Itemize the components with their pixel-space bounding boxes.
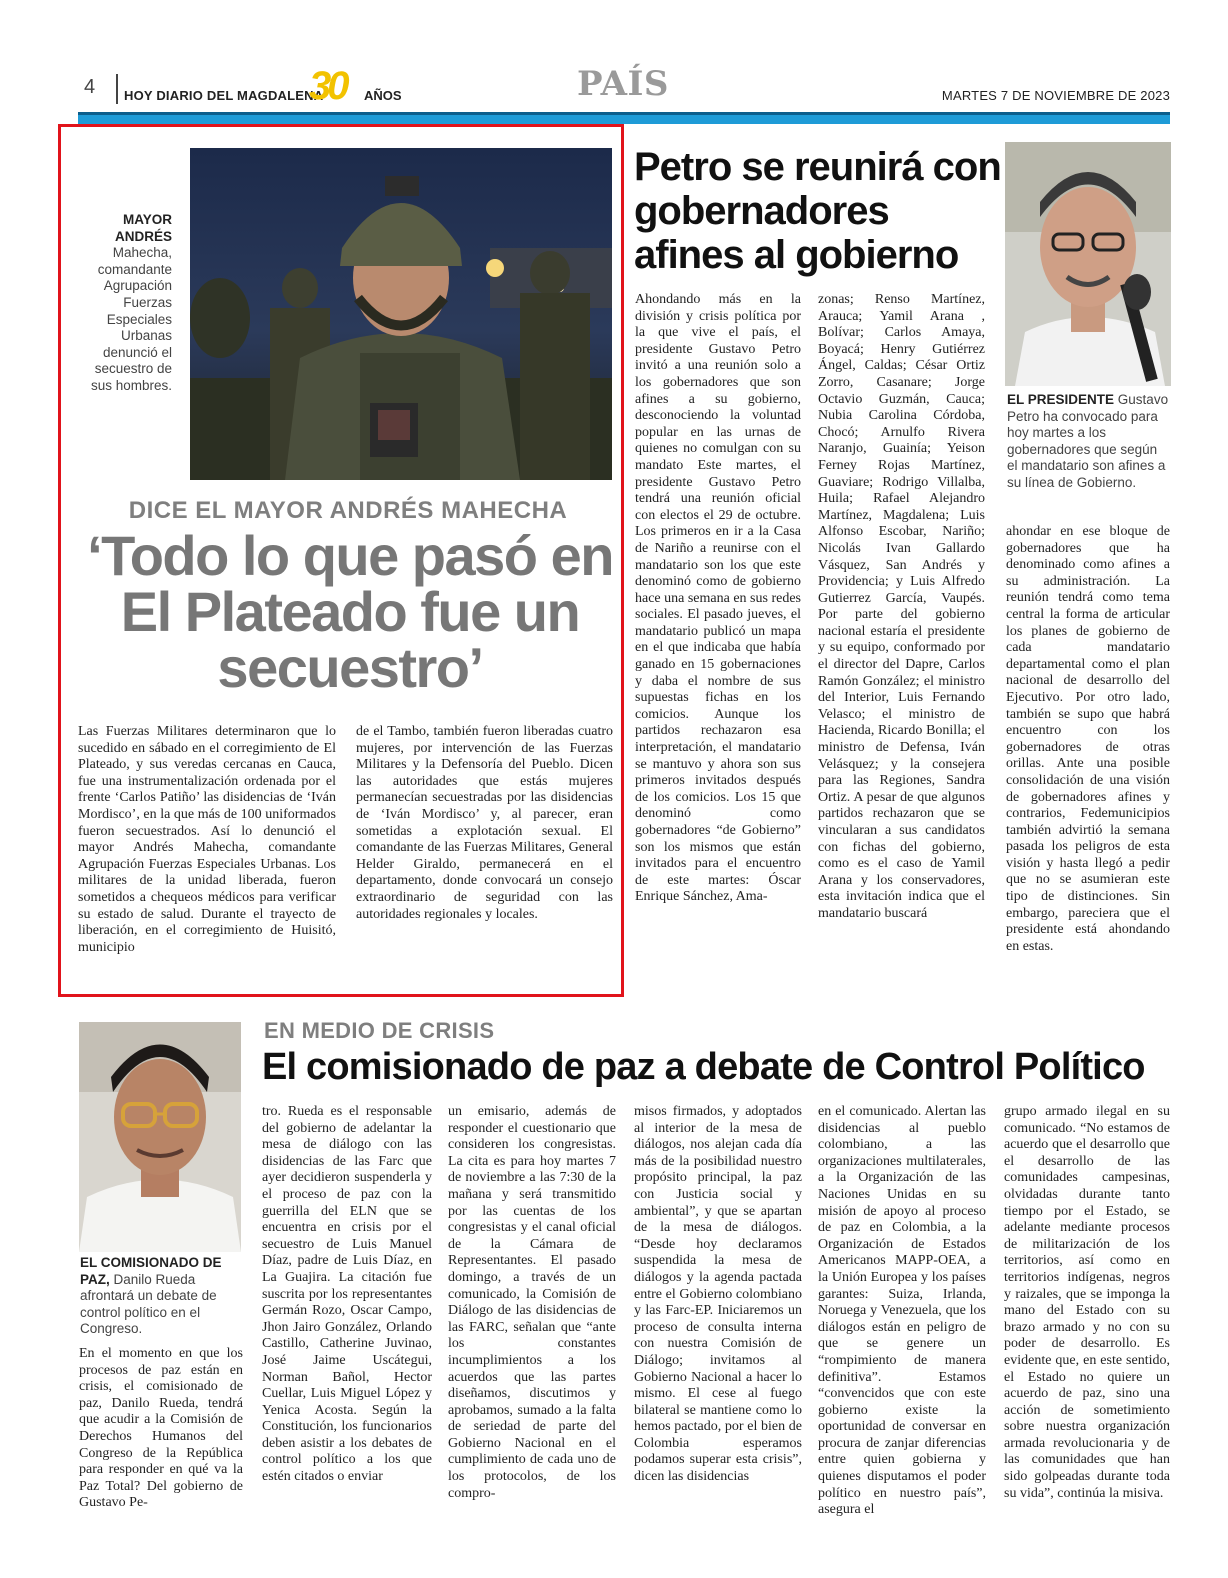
commissioner-photo [79, 1022, 241, 1252]
section-title: PAÍS [577, 64, 669, 104]
president-photo [1005, 142, 1171, 386]
article-column: un emisario, además de responder el cuestionario que consideren los congresistas. La cita es para hoy martes 7 de noviembre a las 7:30 de la mañana y será transmitido por las cuentas de los congresistas y el canal oficial de la Cámara de Representantes. El pasado domingo, a través de un comunicado, la Comisión de Diálogo de las disidencias de las FARC, señalan que “ante los constantes incumplimientos a los acuerdos que las partes diseñamos, discutimos y aprobamos, sumado a la falta de seriedad de parte del Gobierno Nacional en el cumplimiento de cada uno de los protocolos, de los compro- [448, 1104, 616, 1501]
newspaper-name: HOY DIARIO DEL MAGDALENA [124, 88, 324, 103]
article-headline: ‘Todo lo que pasó en El Plateado fue un secuestro’ [87, 524, 613, 699]
article-column: de el Tambo, también fueron liberadas cuatro mujeres, por intervención de las Fuerzas Militares y la Defensoría del Pueblo. Dicen las autoridades que estás mujeres permanecían secuestradas por las disidencias de ‘Iván Mordisco’ y, al parecer, eran sometidas a explotación sexual. El comandante de las Fuerzas Militares, General Helder Giraldo, permanecerá en el departamento, donde convocará un consejo extraordinario de seguridad con las autoridades regionales y locales. [356, 724, 613, 922]
caption-lead: MAYOR ANDRÉS [114, 212, 172, 244]
article-headline: El comisionado de paz a debate de Control Político [262, 1046, 1145, 1088]
header-bar [78, 112, 1170, 124]
article-column: tro. Rueda es el responsable del gobierno de adelantar la mesa de diálogo con las disidencias de las Farc que ayer decidieron suspenderla y el proceso de paz con la guerrilla del ELN que se encuentra en crisis por el secuestro de Luis Manuel Díaz, padre de Luis Díaz, en La Guajira. La citación fue suscrita por los representantes Germán Rozo, Oscar Campo, Jhon Jairo González, Orlando Castillo, Catherine Juvinao, José Jaime Uscátegui, Norman Bañol, Hector Cuellar, Luis Miguel López y Yenica Acosta. Según la Constitución, los funcionarios deben asistir a los debates de control político a los que estén citados o enviar [262, 1104, 432, 1485]
photo-caption [80, 1255, 246, 1338]
page-number: 4 [84, 76, 96, 98]
caption-text: Danilo Rueda afrontará un debate de control político en el Congreso. [80, 1271, 217, 1337]
anniversary-word: AÑOS [364, 88, 402, 103]
article-column: Ahondando más en la división y crisis política por la que vive el país, el presidente Gustavo Petro invitó a una reunión solo a los gobernadores que son afines a su gobierno, desconociendo la voluntad popular en las urnas de quienes no comulgan con su mandato Este martes, el presidente Gustavo Petro tendrá una reunión oficial con electos el 29 de octubre. Los primeros en ir a la Casa de Nariño a reunirse con el mandatario son los que este denominó como de gobierno hace una semana en sus redes sociales. El pasado jueves, el mandatario publicó un mapa en el que indicaba que había ganado en 15 gobernaciones y daba el nombre de sus supuestas fichas en los comicios. Aunque los partidos rechazaron esa interpretación, el mandatario se mantuvo y ahora son sus primeros invitados después de los comicios. Los 15 que denominó como gobernadores “de Gobierno” son los mismos que están invitados para el encuentro de este martes: Óscar Enrique Sánchez, Ama- [635, 292, 801, 905]
article-column: Las Fuerzas Militares determinaron que lo sucedido en sábado en el corregimiento de El Plateado, y sus veredas cercanas en Cauca, fue una instrumentalización ordenada por el frente ‘Carlos Patiño’ las disidencias de ‘Iván Mordisco’, en la que más de 100 uniformados fueron secuestrados. Así lo denunció el mayor Andrés Mahecha, comandante Agrupación Fuerzas Especiales Urbanas. Los militares de la unidad liberada, fueron sometidos a chequeos médicos para verificar su estado de salud. Durante el trayecto de liberación, en el corregimiento de Huisitó, municipio [78, 724, 336, 955]
article-column: En el momento en que los procesos de paz están en crisis, el comisionado de paz, Danilo Rueda, tendrá que acudir a la Comisión de Derechos Humanos del Congreso de la República para responder en qué va la Paz Total? Del gobierno de Gustavo Pe- [79, 1346, 243, 1511]
article-kicker: DICE EL MAYOR ANDRÉS MAHECHA [128, 497, 568, 524]
article-column: ahondar en ese bloque de gobernadores que ha denominado como afines a su administración. La reunión tendrá como tema central la forma de articular los planes de gobierno de cada mandatario departamental como el plan nacional de desarrollo del Ejecutivo. Por otro lado, también se supo que habrá encuentro con los gobernadores de otras orillas. Ante una posible consolidación de una visión de gobernadores afines y contrarios, Fedemunicipios también advirtió la semana pasada los peligros de esta visión y hasta llegó a pedir que no se asumieran este tipo de distinciones. Sin embargo, pareciera que el presidente está ahondando en estas. [1006, 524, 1170, 954]
header-divider [116, 74, 118, 104]
issue-date: MARTES 7 DE NOVIEMBRE DE 2023 [941, 88, 1170, 103]
soldier-photo [190, 148, 612, 480]
article-column: en el comunicado. Alertan las disidencias al pueblo colombiano, a las organizaciones multilaterales, a la Organización de las Naciones Unidas en su misión de apoyo al proceso de paz en Colombia, a la Organización de Estados Americanos MAPP-OEA, a la Unión Europea y los países garantes: Suiza, Irlanda, Noruega y Venezuela, que los diálogos están en peligro de que se genere un “rompimiento de manera definitiva”. Estamos “convencidos que con este gobierno existe la oportunidad de conversar en procura de zanjar diferencias entre quien gobierna y quienes disputamos el poder político en nuestro país”, asegura el [818, 1104, 986, 1516]
caption-lead: EL COMISIONADO DE PAZ, [80, 1255, 222, 1287]
photo-caption [1007, 392, 1169, 492]
article-headline: Petro se reunirá con gobernadores afines al gobierno [634, 145, 1001, 277]
article-column: grupo armado ilegal en su comunicado. “No estamos de acuerdo que el desarrollo que el desarrollo de las comunidades campesinas, olvidadas durante tanto tiempo por el Estado, se adelante mediante procesos de militarización de los territorios, así como en territorios indígenas, negros y raizales, que se imponga la mano del Estado con su brazo armado y no con su poder de desarrollo. Es evidente que, en este sentido, el Estado no quiere un acuerdo de paz, sino una acción de sometimiento sobre nuestra organización armada revolucionaria y de las comunidades que han sido golpeadas durante toda su vida”, continúa la misiva. [1004, 1104, 1170, 1501]
anniversary-logo: 30 [309, 64, 346, 108]
article-column: misos firmados, y adoptados al interior de la mesa de diálogos, nos alejan cada día más de la posibilidad nuestro propósito principal, la paz con Justicia social y ambiental”, y que se apartan de la mesa de diálogos. “Desde hoy declaramos suspendida la mesa de diálogos y la agenda pactada entre el Gobierno colombiano y las Farc-EP. Iniciaremos un proceso de consulta interna con nuestra Comisión de Diálogo; invitamos al Gobierno Nacional a hacer lo mismo. El cese al fuego bilateral se mantiene como lo hemos pactado, por el bien de Colombia esperamos podamos superar esta crisis”, dicen las disidencias [634, 1104, 802, 1485]
caption-text: Gustavo Petro ha convocado para hoy martes a los gobernadores que según el mandatario son afines a su línea de Gobierno. [1007, 392, 1169, 490]
caption-lead: EL PRESIDENTE [1007, 392, 1115, 407]
photo-caption [78, 212, 172, 395]
article-column: zonas; Renso Martínez, Arauca; Yamil Arana , Bolívar; Carlos Amaya, Boyacá; Henry Gutiérrez Ángel, Caldas; César Ortiz Zorro, Casanare; Jorge Octavio Guzmán, Cauca; Nubia Carolina Córdoba, Chocó; Arnulfo Rivera Naranjo, Guainía; Yeison Ferney Rojas Martínez, Guaviare; Rodrigo Villalba, Huila; Rafael Alejandro Martínez, Magdalena; Luis Alfonso Escobar, Nariño; Nicolás Ivan Gallardo Vásquez, San Andrés y Providencia; y Luis Alfredo Gutierrez García, Vaupés. Por parte del gobierno nacional estaría el presidente y su equipo, conformado por el director del Dapre, Carlos Ramón González; el ministro del Interior, Luis Fernando Velasco; el ministro de Hacienda, Ricardo Bonilla; el ministro de Defensa, Iván Velásquez; y la consejera para las Regiones, Sandra Ortiz. A pesar de que algunos partidos rechazaron que se vincularan a sus candidatos con fichas del gobierno, como es el caso de Yamil Arana y los conservadores, esta invitación indica que el mandatario buscará [818, 292, 985, 921]
article-kicker: EN MEDIO DE CRISIS [264, 1018, 495, 1043]
caption-text: Mahecha, comandante Agrupación Fuerzas Especiales Urbanas denunció el secuestro de sus hombres. [90, 245, 172, 393]
